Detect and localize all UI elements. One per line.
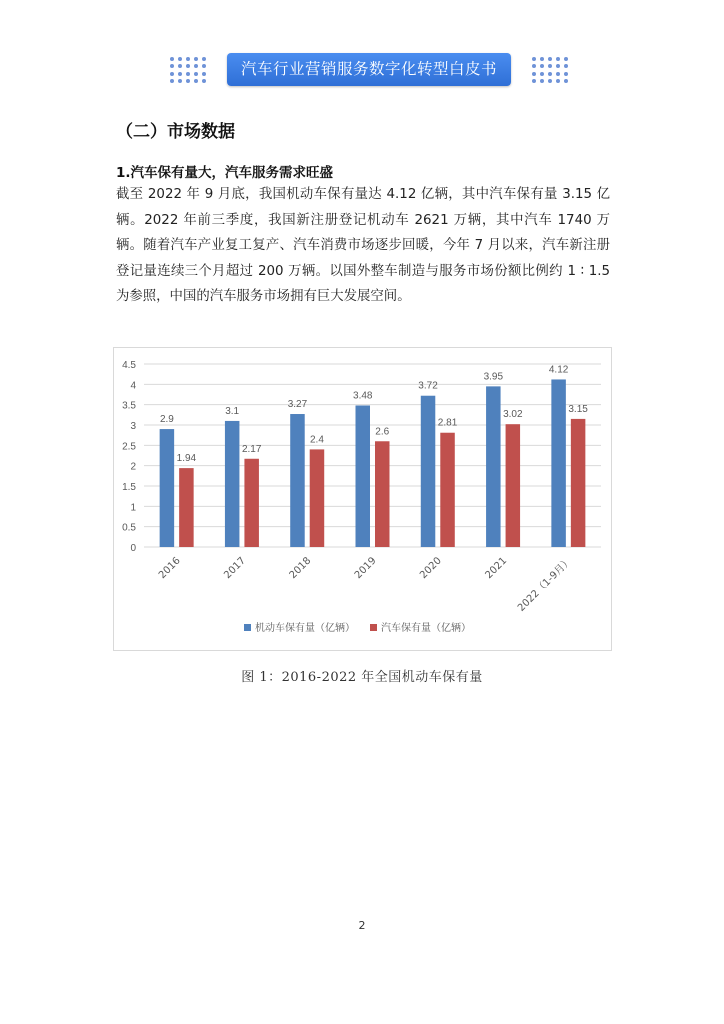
decorative-dot: [194, 64, 198, 68]
data-label: 3.72: [418, 380, 438, 392]
bar-cars: [375, 441, 390, 547]
decorative-dot: [532, 79, 536, 83]
decorative-dot: [170, 64, 174, 68]
y-tick-label: 3: [130, 421, 136, 432]
decorative-dot: [548, 57, 552, 61]
y-tick-label: 2.5: [122, 441, 136, 453]
legend-swatch: [370, 624, 377, 631]
y-tick-label: 2: [130, 461, 136, 473]
decorative-dot: [556, 64, 560, 68]
data-label: 2.4: [310, 434, 324, 446]
data-label: 2.6: [375, 426, 390, 438]
y-tick-label: 0.5: [122, 522, 136, 534]
x-tick-label: 2016: [156, 555, 183, 582]
data-label: 4.12: [548, 364, 569, 376]
y-tick-label: 1.5: [122, 482, 136, 493]
x-tick-label: 2019: [352, 555, 379, 582]
bar-motor-vehicles: [160, 429, 175, 547]
decorative-dot: [186, 72, 190, 76]
decorative-dot: [186, 57, 190, 61]
decorative-dot: [564, 64, 568, 68]
subsection-heading: 1.汽车保有量大，汽车服务需求旺盛: [116, 165, 334, 181]
decorative-dots-right: [530, 55, 570, 85]
data-label: 3.27: [287, 399, 308, 411]
decorative-dot: [186, 64, 190, 68]
decorative-dot: [556, 72, 560, 76]
y-tick-label: 4.5: [122, 360, 136, 371]
decorative-dot: [194, 79, 198, 83]
decorative-dot: [170, 72, 174, 76]
decorative-dot: [532, 72, 536, 76]
data-label: 3.15: [568, 403, 588, 415]
decorative-dot: [556, 79, 560, 83]
y-tick-label: 3.5: [122, 400, 136, 412]
bar-cars: [440, 433, 455, 547]
page-number: 2: [358, 919, 366, 932]
decorative-dots-left: [168, 55, 208, 85]
decorative-dot: [178, 72, 182, 76]
x-tick-label: 2018: [287, 555, 314, 582]
bar-motor-vehicles: [486, 386, 501, 547]
decorative-dot: [548, 64, 552, 68]
bar-motor-vehicles: [290, 414, 305, 547]
decorative-dot: [202, 79, 206, 83]
decorative-dot: [548, 72, 552, 76]
x-tick-label: 2021: [483, 555, 510, 582]
decorative-dot: [540, 79, 544, 83]
bar-cars: [244, 459, 259, 547]
data-label: 3.95: [483, 371, 504, 383]
decorative-dot: [194, 57, 198, 61]
y-tick-label: 1: [130, 502, 136, 514]
decorative-dot: [178, 57, 182, 61]
y-tick-label: 0: [130, 543, 136, 554]
bar-motor-vehicles: [356, 405, 371, 547]
bar-cars: [179, 468, 194, 547]
bar-motor-vehicles: [225, 421, 240, 547]
y-tick-label: 4: [130, 380, 136, 392]
data-label: 3.02: [503, 409, 523, 421]
data-label: 2.17: [241, 443, 262, 455]
x-tick-label: 2020: [418, 555, 444, 582]
decorative-dot: [532, 57, 536, 61]
decorative-dot: [548, 79, 552, 83]
data-label: 2.9: [159, 414, 174, 426]
decorative-dot: [202, 72, 206, 76]
decorative-dot: [564, 72, 568, 76]
decorative-dot: [202, 57, 206, 61]
x-tick-label: 2022（1-9月）: [515, 555, 575, 614]
decorative-dot: [202, 64, 206, 68]
legend-label: 机动车保有量（亿辆）: [255, 623, 355, 634]
decorative-dot: [532, 64, 536, 68]
decorative-dot: [540, 64, 544, 68]
decorative-dot: [178, 64, 182, 68]
bar-cars: [571, 419, 586, 547]
decorative-dot: [170, 57, 174, 61]
data-label: 2.81: [437, 417, 458, 429]
decorative-dot: [556, 57, 560, 61]
legend-label: 汽车保有量（亿辆）: [381, 623, 471, 634]
bar-chart-svg: [114, 348, 611, 650]
decorative-dot: [170, 79, 174, 83]
decorative-dot: [186, 79, 190, 83]
data-label: 1.94: [176, 453, 197, 465]
header-bar: [0, 53, 724, 87]
decorative-dot: [540, 57, 544, 61]
body-paragraph: 截至 2022 年 9 月底，我国机动车保有量达 4.12 亿辆，其中汽车保有量 3.15 亿辆。2022 年前三季度，我国新注册登记机动车 2621 万辆，其中汽车 1740 万辆。随着汽车产业复工复产、汽车消费市场逐步回暖，今年 7 月以来，汽车新注册登记量连续三个月超过 200 万辆。以国外整车制造与服务市场份额比例约 1 ∶ 1.5 为参照，中国的汽车服务市场拥有巨大发展空间。: [116, 187, 610, 304]
bar-motor-vehicles: [421, 396, 436, 547]
data-label: 3.1: [225, 405, 240, 417]
section-heading: （二）市场数据: [116, 122, 235, 142]
bar-cars: [506, 424, 520, 547]
data-label: 3.48: [353, 390, 373, 402]
legend-swatch: [244, 624, 251, 631]
bar-motor-vehicles: [551, 379, 566, 547]
bar-chart: [113, 347, 612, 651]
decorative-dot: [540, 72, 544, 76]
decorative-dot: [564, 79, 568, 83]
decorative-dot: [194, 72, 198, 76]
figure-caption: 图 1：2016-2022 年全国机动车保有量: [241, 670, 483, 685]
decorative-dot: [178, 79, 182, 83]
bar-cars: [310, 449, 325, 547]
decorative-dot: [564, 57, 568, 61]
document-title-banner: 汽车行业营销服务数字化转型白皮书: [227, 53, 511, 86]
x-tick-label: 2017: [222, 555, 249, 582]
